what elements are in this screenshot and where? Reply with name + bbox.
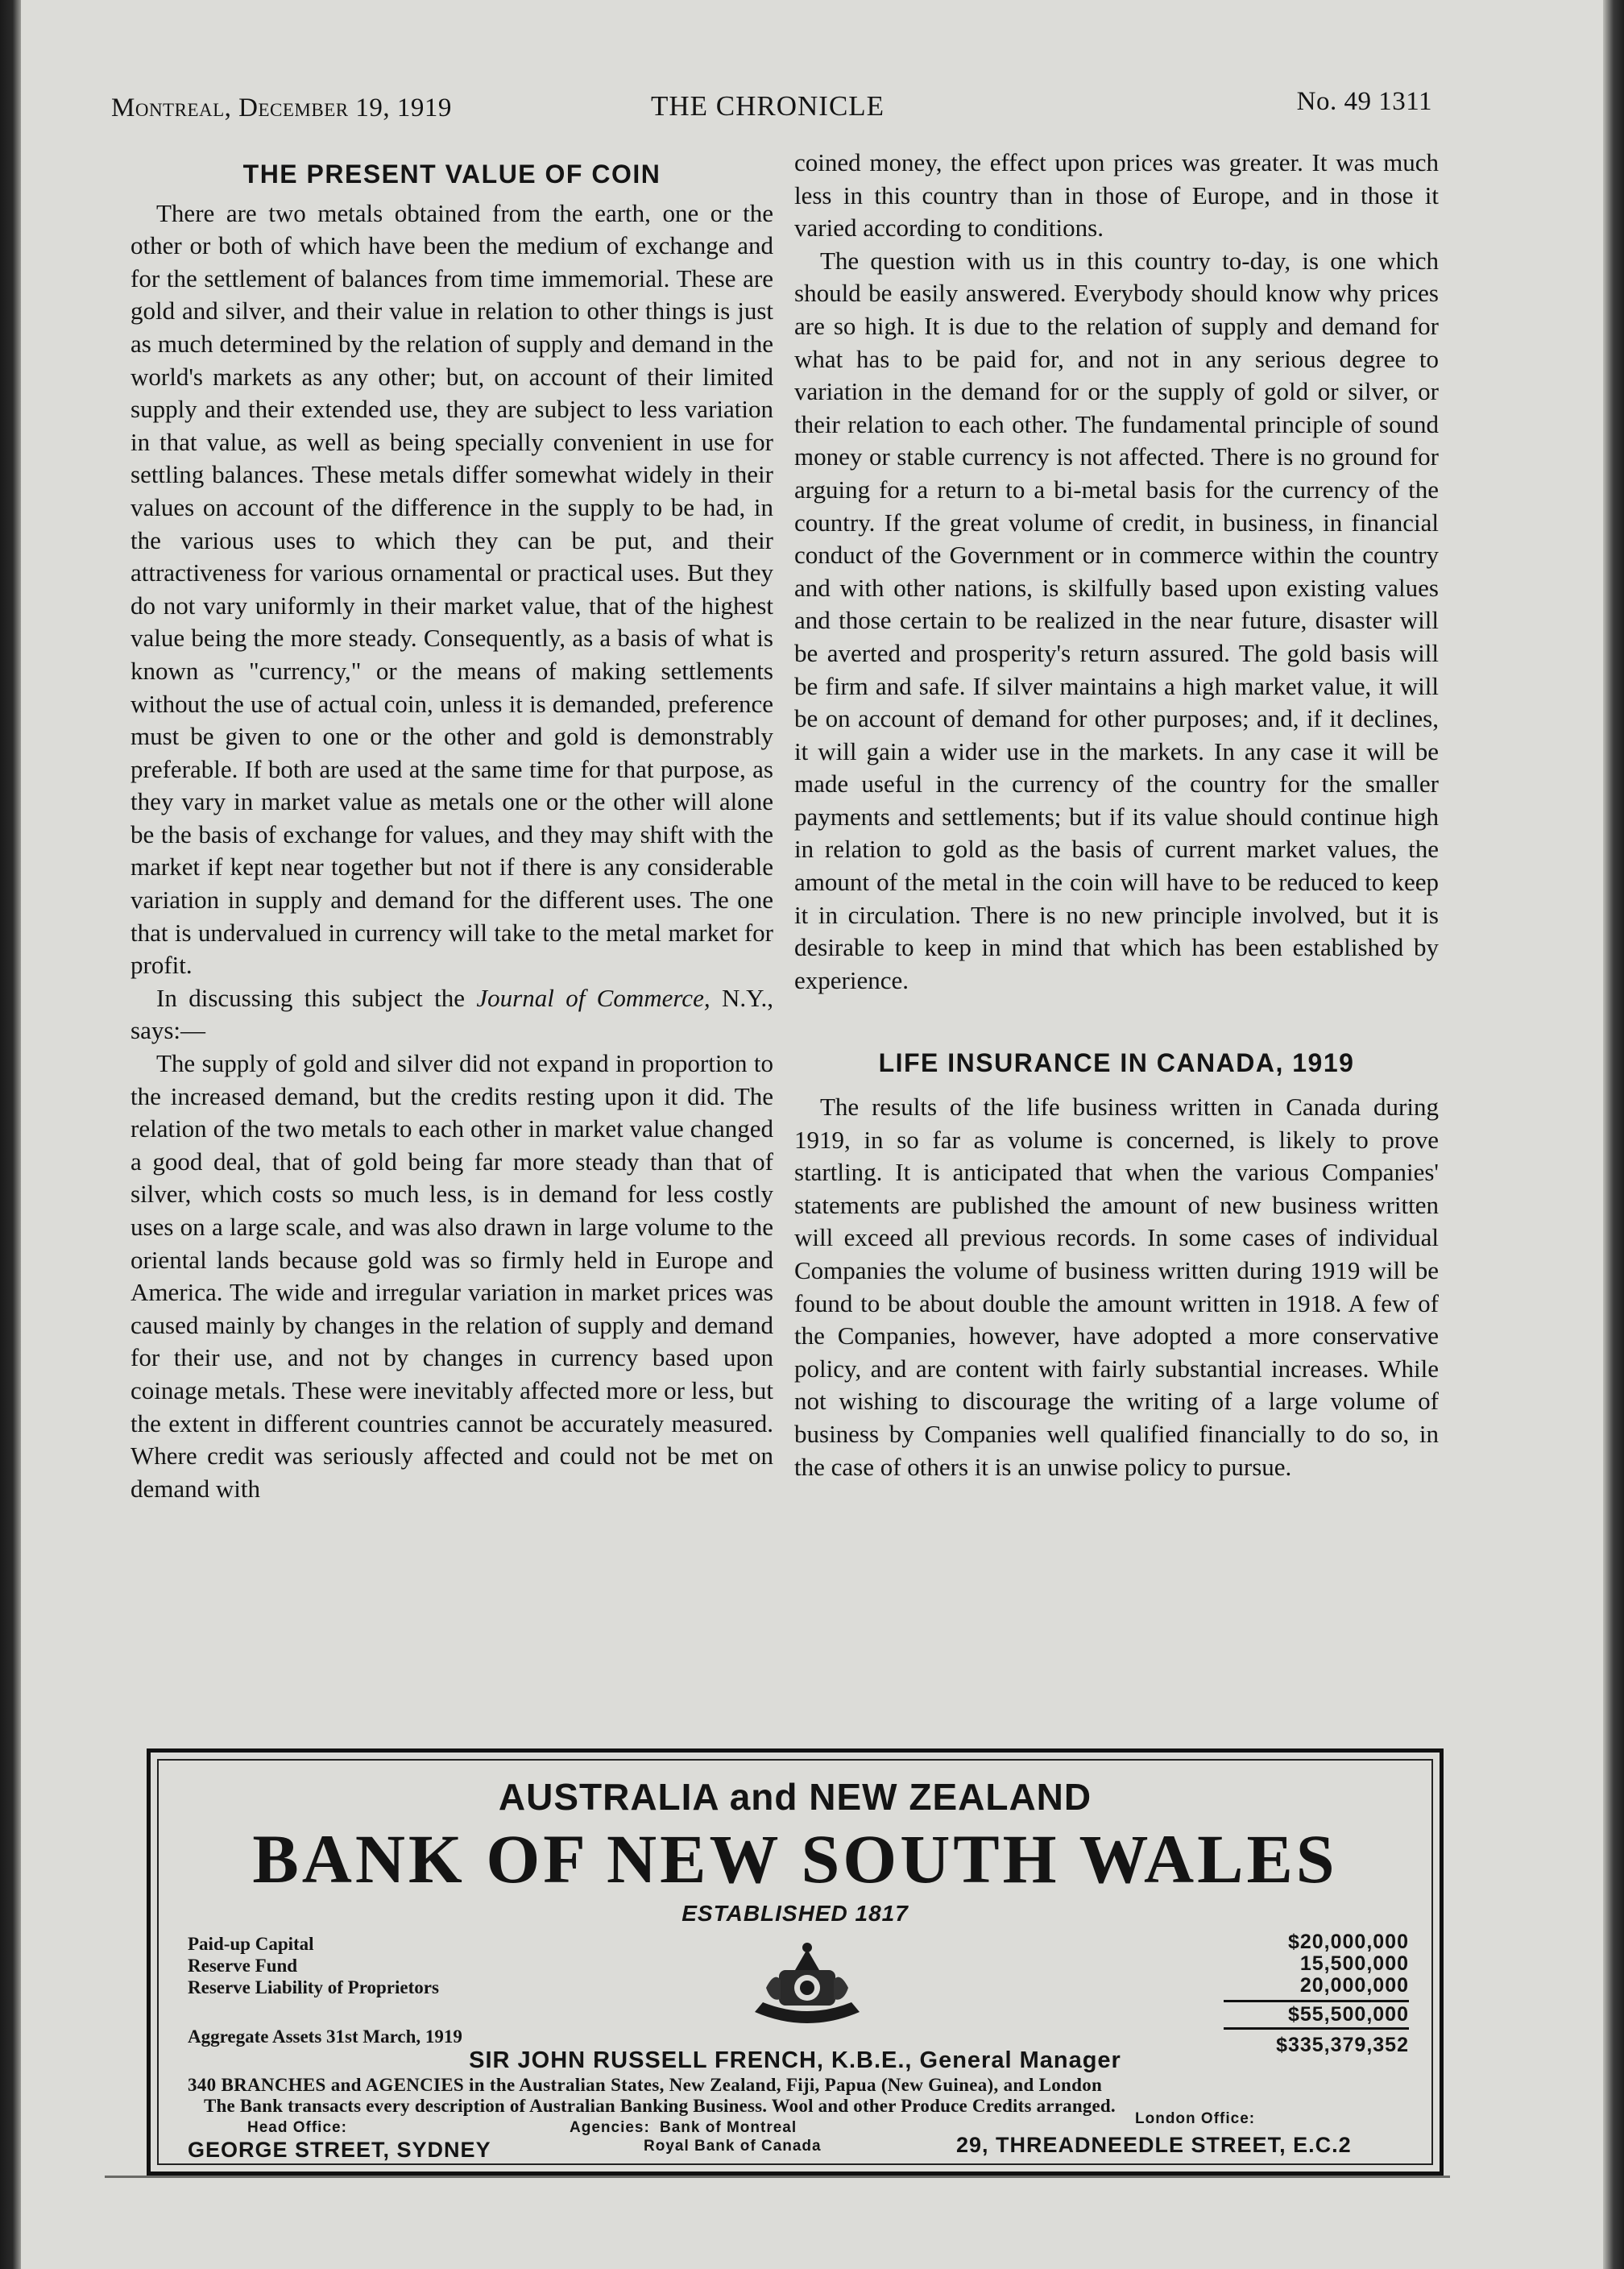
header-page-number: No. 49 1311 [1296, 87, 1432, 116]
ad-branches: 340 BRANCHES and AGENCIES in the Australian States, New Zealand, Fiji, Papua (New Guinea), and London [188, 2075, 1103, 2095]
ad-head-office: GEORGE STREET, SYDNEY [188, 2138, 491, 2162]
journal-title: Journal of Commerce, [476, 983, 710, 1012]
ad-assets-label: Aggregate Assets 31st March, 1919 [188, 2026, 462, 2047]
scan-edge-left [0, 0, 21, 2269]
ad-london-office: 29, THREADNEEDLE STREET, E.C.2 [956, 2133, 1352, 2157]
article-title-coin: THE PRESENT VALUE OF COIN [242, 160, 661, 189]
ad-assets-value: $335,379,352 [1276, 2034, 1409, 2056]
ad-label-row: Reserve Liability of Proprietors [188, 1977, 439, 1997]
article-paragraph: The supply of gold and silver did not expand in proportion to the increased demand, but the credits resting upon it did. The relation of the two metals to each other in market value changed a good deal, that of gold being far more steady than that of silver, which costs so much less, is in demand for less costly uses on a large scale, and was also drawn in large volume to the oriental lands because gold was so firmly held in Europe and America. The wide and irregular variation in market prices was caused mainly by changes in the relation of supply and demand for their use, and not by changes in currency based upon coinage metals. These were inevitably affected more or less, but the extent in different countries cannot be accurately measured. Where credit was seriously affected and could not be met on demand with [130, 1049, 773, 1503]
page-header [111, 87, 1432, 127]
right-column [794, 147, 1439, 1483]
bank-crest-icon [739, 1939, 876, 2036]
quote-intro-tail: N.Y., says:— [130, 983, 773, 1045]
header-dateline: Montreal, December 19, 1919 [111, 93, 452, 122]
ad-agency-montreal: Bank of Montreal [660, 2119, 798, 2136]
scan-edge-right [1603, 0, 1624, 2269]
ad-label-row: Paid-up Capital [188, 1934, 314, 1954]
ad-bank-name: BANK OF NEW SOUTH WALES [252, 1820, 1338, 1898]
article-paragraph: The results of the life business written in Canada during 1919, in so far as volume is concerned, is likely to prove startling. It is anticipated that when the various Companies' statements are published the amount of new business written will exceed all previous records. In some cases of individual Companies the volume of business written during 1919 will be found to be about double the amount written in 1918. A few of the Companies, however, have adopted a more conservative policy, and are content with fairly substantial increases. While not wishing to discourage the writing of a large volume of business by Companies well qualified financially to do so, in the case of others it is an unwise policy to pursue. [794, 1093, 1439, 1481]
article-paragraph-continued: coined money, the effect upon prices was greater. It was much less in this country than in those of Europe, and in those it varied according to conditions. [794, 148, 1439, 243]
article-paragraph: There are two metals obtained from the earth, one or the other or both of which have been the medium of exchange and for the settlement of balances from time immemorial. These are gold and silver, and their value in relation to other things is just as much determined by the relation of supply and demand in the world's markets as any other; but, on account of their limited supply and their extended use, they are subject to less variation in that value, as well as being specially convenient in use for settling balances. These metals differ somewhat widely in their values on account of the difference in the supply to be had, in the various uses to which they can be put, and their attractiveness for various ornamental or practical uses. But they do not vary uniformly in their market value, that of the highest value being the more steady. Consequently, as a basis of what is known as "currency," or the means of making settlements without the use of actual coin, unless it is demanded, preference must be given to one or the other and gold is demonstrably preferable. If both are used at the same time for that purpose, as they vary in market value as metals one or the other will alone be the basis of exchange for values, and they may shift with the market if kept near together but not if there is any considerable variation in supply and demand for the different uses. The one that is undervalued in currency will take to the metal market for profit. [130, 198, 773, 980]
bottom-rule [105, 2176, 1450, 2178]
ad-value-row: $20,000,000 [1287, 1931, 1409, 1953]
ad-transacts: The Bank transacts every description of Australian Banking Business. Wool and other Produce Credits arranged. [204, 2096, 1116, 2116]
ad-agency-royal: Royal Bank of Canada [644, 2138, 822, 2155]
article-paragraph: The question with us in this country to-day, is one which should be easily answered. Everybody should know why prices are so high. It is due to the relation of supply and demand for what has to be paid for, and not in any serious degree to variation in the demand for or the supply of gold or silver, or their relation to each other. The fundamental principle of sound money or stable currency is not affected. There is no ground for arguing for a return to a bi-metal basis for the currency of the country. If the great volume of credit, in business, in financial conduct of the Government or in commerce within the country and with other nations, is skilfully based upon existing values and those certain to be realized in the near future, disaster will be averted and prosperity's return assured. The gold basis will be firm and safe. If silver maintains a high market value, it will be on account of demand for other purposes; and, if it declines, it will gain a wider use in the markets. In any case it will be made useful in the currency of the country for the smaller payments and settlements; but if its value should continue high in relation to gold as the basis of current market values, the amount of the metal in the coin will have to be reduced to keep it in circulation. There is no new principle involved, but it is desirable to keep in mind that which has been established by experience. [794, 246, 1439, 994]
bank-advertisement [147, 1748, 1444, 2176]
ad-london-label: London Office: [1135, 2110, 1256, 2127]
quote-intro-text: In discussing this subject the [156, 983, 477, 1012]
ad-general-manager: SIR JOHN RUSSELL FRENCH, K.B.E., General Manager [469, 2047, 1121, 2073]
ad-agencies-label: Agencies: [570, 2119, 650, 2136]
ad-capital-values [1224, 1931, 1409, 2056]
article-paragraph-quote-intro [130, 982, 773, 1047]
ad-established: ESTABLISHED 1817 [682, 1901, 909, 1926]
ad-capital-labels [188, 1933, 439, 1998]
header-publication: THE CHRONICLE [651, 90, 885, 122]
ad-subtitle: AUSTRALIA and NEW ZEALAND [498, 1776, 1092, 1818]
ad-value-total: $55,500,000 [1224, 2000, 1409, 2030]
ad-value-row: 15,500,000 [1299, 1952, 1409, 1975]
article-title-insurance: LIFE INSURANCE IN CANADA, 1919 [878, 1048, 1355, 1078]
ad-label-row: Reserve Fund [188, 1956, 298, 1976]
ad-head-office-label: Head Office: [247, 2119, 347, 2136]
ad-value-row: 20,000,000 [1299, 1974, 1409, 1997]
left-column [130, 153, 773, 1505]
